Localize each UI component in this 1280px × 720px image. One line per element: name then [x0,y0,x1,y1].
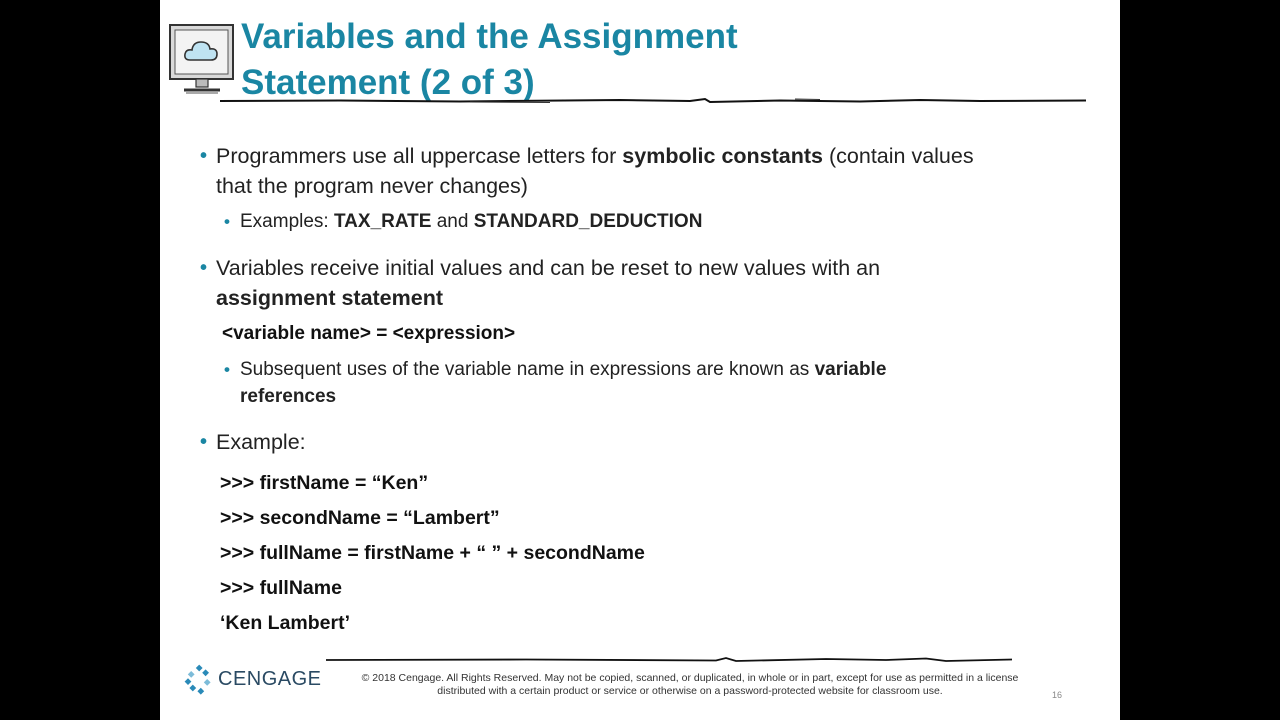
copyright-notice: © 2018 Cengage. All Rights Reserved. May not be copied, scanned, or duplicated, in whole or in part, except for use as permitted in a license distributed with a certain product or service or otherwise on a password-protected website for classroom use. [361,672,1019,697]
sub-bullet-examples: • Examples: TAX_RATE and STANDARD_DEDUCTION [240,208,1060,235]
code-line: >>> fullName = firstName + “ ” + secondName [220,542,645,564]
assignment-syntax: <variable name> = <expression> [222,323,516,344]
bullet-dot: • [200,145,208,167]
bullet-assignment: • Variables receive initial values and can be reset to new values with an assignment statement [216,253,1076,313]
bullet-example: • Example: [216,427,1076,457]
title-line-2: Statement (2 of 3) [241,63,535,102]
slide-body [160,0,1120,640]
bullet-dot: • [224,212,230,231]
bullet-dot: • [200,431,208,453]
code-output: ‘Ken Lambert’ [220,612,351,634]
code-line: >>> firstName = “Ken” [220,472,429,494]
bullet-symbolic-constants: • Programmers use all uppercase letters for symbolic constants (contain values that the program never changes) [216,141,1076,201]
cengage-logo-icon [184,664,216,696]
term-symbolic-constants: symbolic constants [622,144,824,168]
constant-tax-rate: TAX_RATE [333,211,432,232]
slide [160,0,1120,720]
cengage-logo-text: CENGAGE [218,668,322,690]
title-line-1: Variables and the Assignment [241,17,738,56]
term-assignment-statement: assignment statement [216,286,444,310]
page-number: 16 [1052,690,1063,700]
constant-standard-deduction: STANDARD_DEDUCTION [473,211,703,232]
bullet-dot: • [200,257,208,279]
code-line: >>> secondName = “Lambert” [220,507,500,529]
code-line: >>> fullName [220,577,342,599]
sub-bullet-variable-references: • Subsequent uses of the variable name in expressions are known as variable references [240,356,1060,410]
bullet-dot: • [224,360,230,379]
footer-rule [326,654,1012,664]
